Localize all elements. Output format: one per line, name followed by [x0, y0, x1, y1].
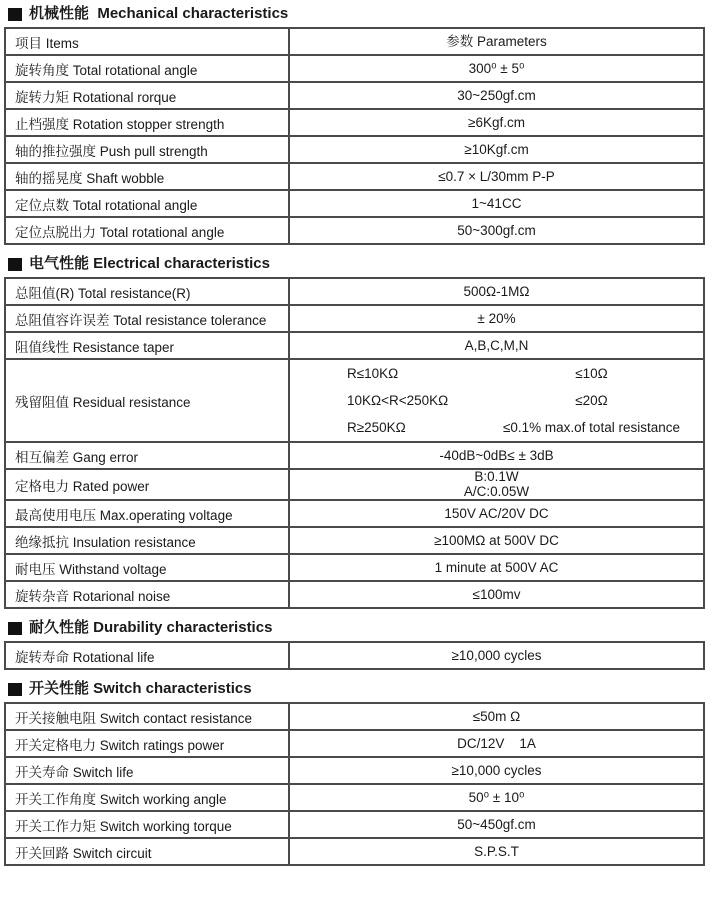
condition-value: ≤0.1% max.of total resistance	[502, 420, 680, 435]
param-cell: 500Ω-1MΩ	[289, 278, 704, 305]
param-cell: ≥10Kgf.cm	[289, 136, 704, 163]
parameters-column-header: 参数 Parameters	[289, 28, 704, 55]
section-bullet-square-icon	[8, 8, 22, 21]
param-cell: 50⁰ ± 10⁰	[289, 784, 704, 811]
item-cell: 开关接触电阻 Switch contact resistance	[5, 703, 289, 730]
param-cell: 150V AC/20V DC	[289, 500, 704, 527]
item-cell: 耐电压 Withstand voltage	[5, 554, 289, 581]
section-title-text: 电气性能 Electrical characteristics	[29, 255, 270, 272]
item-cell: 总阻值容许误差 Total resistance tolerance	[5, 305, 289, 332]
table-row	[5, 554, 704, 581]
section-title-electrical	[8, 255, 708, 273]
table-row	[5, 469, 704, 500]
item-cell: 轴的摇晃度 Shaft wobble	[5, 163, 289, 190]
section-bullet-square-icon	[8, 258, 22, 271]
table-row	[5, 730, 704, 757]
table-row	[5, 703, 704, 730]
item-cell: 绝缘抵抗 Insulation resistance	[5, 527, 289, 554]
param-cell: ± 20%	[289, 305, 704, 332]
table-row	[5, 500, 704, 527]
table-row	[5, 642, 704, 669]
table-row	[5, 190, 704, 217]
section-bullet-square-icon	[8, 622, 22, 635]
table-row	[5, 757, 704, 784]
table-row	[5, 82, 704, 109]
condition-text: 10KΩ<R<250KΩ	[347, 393, 449, 408]
param-cell	[289, 359, 704, 442]
table-row	[5, 811, 704, 838]
param-condition-row	[290, 360, 703, 387]
item-cell: 开关工作角度 Switch working angle	[5, 784, 289, 811]
table-row	[5, 838, 704, 865]
param-cell: 30~250gf.cm	[289, 82, 704, 109]
table-row	[5, 217, 704, 244]
param-cell: 50~450gf.cm	[289, 811, 704, 838]
table-row	[5, 109, 704, 136]
item-cell: 残留阻值 Residual resistance	[5, 359, 289, 442]
condition-text: R≤10KΩ	[347, 366, 399, 381]
param-cell: 1~41CC	[289, 190, 704, 217]
param-cell: -40dB~0dB≤ ± 3dB	[289, 442, 704, 469]
param-cell: ≤100mv	[289, 581, 704, 608]
table-row	[5, 55, 704, 82]
spec-table-switch	[4, 702, 705, 866]
item-cell: 开关定格电力 Switch ratings power	[5, 730, 289, 757]
param-cell: 50~300gf.cm	[289, 217, 704, 244]
param-cell	[289, 469, 704, 500]
section-title-switch	[8, 680, 708, 698]
spec-table-electrical	[4, 277, 705, 609]
table-row	[5, 278, 704, 305]
item-cell: 相互偏差 Gang error	[5, 442, 289, 469]
param-cell: ≥6Kgf.cm	[289, 109, 704, 136]
param-line: A/C:0.05W	[463, 483, 530, 499]
item-cell: 定位点数 Total rotational angle	[5, 190, 289, 217]
param-cell: ≥100MΩ at 500V DC	[289, 527, 704, 554]
section-title-text: 耐久性能 Durability characteristics	[29, 619, 273, 636]
param-cell: S.P.S.T	[289, 838, 704, 865]
condition-value: ≤10Ω	[575, 366, 608, 381]
param-condition-row	[290, 414, 703, 441]
item-cell: 止档强度 Rotation stopper strength	[5, 109, 289, 136]
param-condition-row	[290, 387, 703, 414]
section-title-mechanical	[8, 5, 708, 23]
param-cell: DC/12V 1A	[289, 730, 704, 757]
header-row	[5, 28, 704, 55]
param-cell: ≤0.7 × L/30mm P-P	[289, 163, 704, 190]
param-cell: ≥10,000 cycles	[289, 642, 704, 669]
param-cell: A,B,C,M,N	[289, 332, 704, 359]
spec-table-mechanical	[4, 27, 705, 245]
section-title-text: 机械性能 Mechanical characteristics	[29, 5, 289, 22]
item-cell: 定位点脱出力 Total rotational angle	[5, 217, 289, 244]
item-cell: 总阻值(R) Total resistance(R)	[5, 278, 289, 305]
items-column-header: 项目 Items	[5, 28, 289, 55]
section-bullet-square-icon	[8, 683, 22, 696]
param-cell: 300⁰ ± 5⁰	[289, 55, 704, 82]
table-row	[5, 784, 704, 811]
table-row	[5, 136, 704, 163]
table-row	[5, 527, 704, 554]
table-row	[5, 163, 704, 190]
spec-table-durability	[4, 641, 705, 670]
item-cell: 旋转寿命 Rotational life	[5, 642, 289, 669]
item-cell: 阻值线性 Resistance taper	[5, 332, 289, 359]
item-cell: 旋转杂音 Rotarional noise	[5, 581, 289, 608]
item-cell: 开关寿命 Switch life	[5, 757, 289, 784]
param-cell: ≥10,000 cycles	[289, 757, 704, 784]
item-cell: 旋转力矩 Rotational rorque	[5, 82, 289, 109]
param-cell: 1 minute at 500V AC	[289, 554, 704, 581]
item-cell: 轴的推拉强度 Push pull strength	[5, 136, 289, 163]
param-cell: ≤50m Ω	[289, 703, 704, 730]
item-cell: 定格电力 Rated power	[5, 469, 289, 500]
table-row	[5, 332, 704, 359]
condition-value: ≤20Ω	[575, 393, 608, 408]
condition-text: R≥250KΩ	[347, 420, 406, 435]
item-cell: 开关工作力矩 Switch working torque	[5, 811, 289, 838]
item-cell: 开关回路 Switch circuit	[5, 838, 289, 865]
param-line: B:0.1W	[474, 469, 519, 484]
section-title-durability	[8, 619, 708, 637]
item-cell: 最高使用电压 Max.operating voltage	[5, 500, 289, 527]
table-row	[5, 581, 704, 608]
table-row	[5, 359, 704, 442]
section-title-text: 开关性能 Switch characteristics	[29, 680, 252, 697]
table-row	[5, 305, 704, 332]
table-row	[5, 442, 704, 469]
item-cell: 旋转角度 Total rotational angle	[5, 55, 289, 82]
